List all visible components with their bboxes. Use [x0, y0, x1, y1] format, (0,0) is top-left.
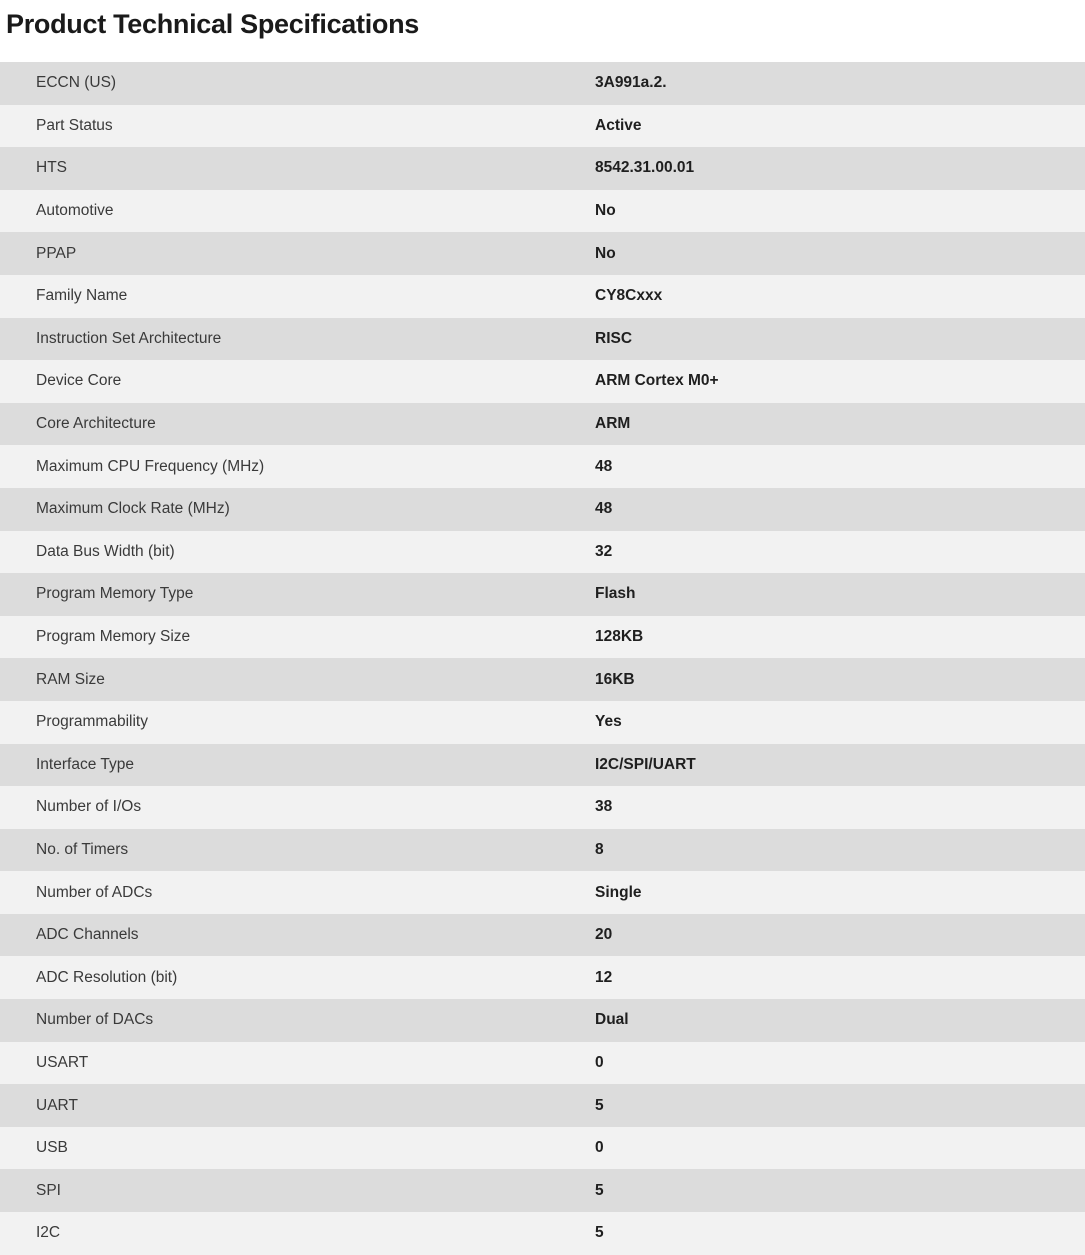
spec-label: Programmability [36, 713, 148, 731]
spec-label: Instruction Set Architecture [36, 329, 222, 347]
spec-value: 20 [595, 926, 613, 944]
spec-label: Part Status [36, 116, 113, 134]
table-row [0, 445, 1085, 488]
spec-label: I2C [36, 1224, 61, 1242]
spec-value: 5 [595, 1224, 604, 1242]
spec-label: Number of DACs [36, 1011, 154, 1029]
spec-value: 38 [595, 798, 613, 816]
spec-value: Flash [595, 585, 636, 603]
spec-value: I2C/SPI/UART [595, 755, 696, 773]
spec-value: Yes [595, 713, 622, 731]
spec-label: Family Name [36, 287, 128, 305]
spec-label: RAM Size [36, 670, 105, 688]
spec-value: 48 [595, 500, 613, 518]
spec-label: SPI [36, 1181, 61, 1199]
table-row [0, 488, 1085, 531]
spec-label: ECCN (US) [36, 74, 117, 92]
table-row [0, 829, 1085, 872]
spec-value: RISC [595, 329, 633, 347]
spec-label: Number of ADCs [36, 883, 153, 901]
spec-label: Maximum CPU Frequency (MHz) [36, 457, 265, 475]
spec-value: 3A991a.2. [595, 74, 667, 92]
table-row [0, 914, 1085, 957]
table-row [0, 275, 1085, 318]
spec-label: Core Architecture [36, 415, 156, 433]
spec-value: ARM Cortex M0+ [595, 372, 719, 390]
spec-value: 128KB [595, 628, 644, 646]
spec-label: Interface Type [36, 755, 134, 773]
table-row [0, 403, 1085, 446]
spec-label: Maximum Clock Rate (MHz) [36, 500, 230, 518]
spec-value: ARM [595, 415, 631, 433]
spec-label: HTS [36, 159, 67, 177]
spec-label: Automotive [36, 202, 114, 220]
table-row [0, 232, 1085, 275]
table-row [0, 1084, 1085, 1127]
table-row [0, 531, 1085, 574]
table-row [0, 1212, 1085, 1255]
spec-label: ADC Resolution (bit) [36, 968, 178, 986]
spec-value: 12 [595, 968, 613, 986]
spec-value: Single [595, 883, 642, 901]
table-row [0, 744, 1085, 787]
spec-label: Program Memory Size [36, 628, 191, 646]
spec-label: Device Core [36, 372, 122, 390]
table-row [0, 701, 1085, 744]
table-row [0, 190, 1085, 233]
table-row [0, 62, 1085, 105]
table-row [0, 573, 1085, 616]
table-row [0, 147, 1085, 190]
spec-value: 16KB [595, 670, 635, 688]
spec-label: UART [36, 1096, 78, 1114]
spec-label: PPAP [36, 244, 77, 262]
table-row [0, 105, 1085, 148]
table-row [0, 1127, 1085, 1170]
table-row [0, 1042, 1085, 1085]
spec-value: 8 [595, 840, 604, 858]
spec-value: Dual [595, 1011, 629, 1029]
table-row [0, 318, 1085, 361]
spec-value: No [595, 244, 616, 262]
spec-value: 0 [595, 1053, 604, 1071]
spec-value: 48 [595, 457, 613, 475]
table-row [0, 360, 1085, 403]
table-row [0, 956, 1085, 999]
table-row [0, 658, 1085, 701]
spec-label: Number of I/Os [36, 798, 142, 816]
spec-value: Active [595, 116, 642, 134]
spec-value: 32 [595, 542, 613, 560]
table-row [0, 1169, 1085, 1212]
spec-value: 8542.31.00.01 [595, 159, 695, 177]
table-row [0, 999, 1085, 1042]
spec-value: 0 [595, 1139, 604, 1157]
spec-label: No. of Timers [36, 840, 129, 858]
spec-value: 5 [595, 1181, 604, 1199]
spec-label: Data Bus Width (bit) [36, 542, 175, 560]
table-row [0, 871, 1085, 914]
spec-value: CY8Cxxx [595, 287, 663, 305]
spec-value: 5 [595, 1096, 604, 1114]
specifications-table-body [0, 62, 1085, 1255]
spec-label: USB [36, 1139, 68, 1157]
table-row [0, 616, 1085, 659]
spec-value: No [595, 202, 616, 220]
product-specifications-table [0, 62, 1085, 1255]
table-row [0, 786, 1085, 829]
spec-label: USART [36, 1053, 89, 1071]
spec-label: Program Memory Type [36, 585, 194, 603]
spec-label: ADC Channels [36, 926, 139, 944]
page-title: Product Technical Specifications [6, 9, 420, 39]
